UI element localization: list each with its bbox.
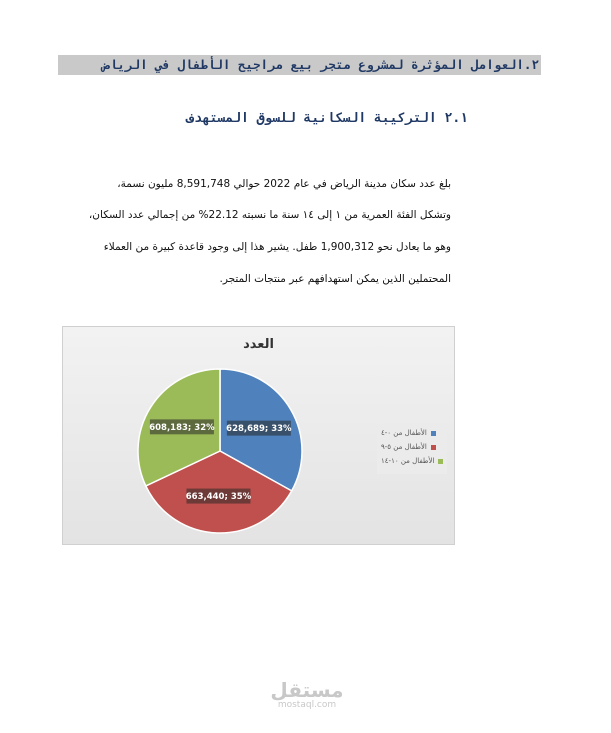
pie-chart (62, 326, 455, 545)
chart-title: العدد (243, 337, 274, 352)
data-label-1: 628,689; 33% (226, 424, 292, 435)
chart-legend (377, 426, 447, 474)
legend-swatch (431, 431, 436, 436)
watermark-url: mostaql.com (277, 700, 337, 710)
legend-label: الأطفال من ٠-٤ (381, 429, 427, 437)
watermark (267, 678, 347, 710)
paragraph-line-2: وتشكل الفئة العمرية من ١ إلى ١٤ سنة ما نسبته 22.12% من إجمالي عدد السكان، (88, 209, 451, 221)
paragraph-line-3: وهو ما يعادل نحو 1,900,312 طفل. يشير هذا إلى وجود قاعدة كبيرة من العملاء (103, 241, 451, 253)
data-label-2: 663,440; 35% (185, 492, 252, 503)
paragraph-line-1: بلغ عدد سكان مدينة الرياض في عام 2022 حوالي 8,591,748 مليون نسمة، (117, 178, 451, 190)
legend-label: الأطفال من ٥-٩ (381, 443, 427, 451)
legend-item-1 (377, 426, 447, 440)
subsection-heading: ٢.١ التركيبة السكانية للسوق المستهدف (186, 111, 468, 126)
legend-item-2 (377, 440, 447, 454)
legend-swatch (431, 445, 436, 450)
paragraph-line-4: المحتملين الذين يمكن استهدافهم عبر منتجات المتجر. (219, 273, 451, 285)
legend-swatch (438, 459, 443, 464)
section-heading: ٢.العوامل المؤثرة لمشروع متجر بيع مراجيح الأطفال في الرياض (102, 57, 539, 72)
data-label-3: 608,183; 32% (149, 422, 215, 433)
legend-item-3 (377, 454, 447, 468)
legend-label: الأطفال من ١٠-١٤ (381, 457, 435, 465)
watermark-logo: مستقل (270, 678, 344, 702)
